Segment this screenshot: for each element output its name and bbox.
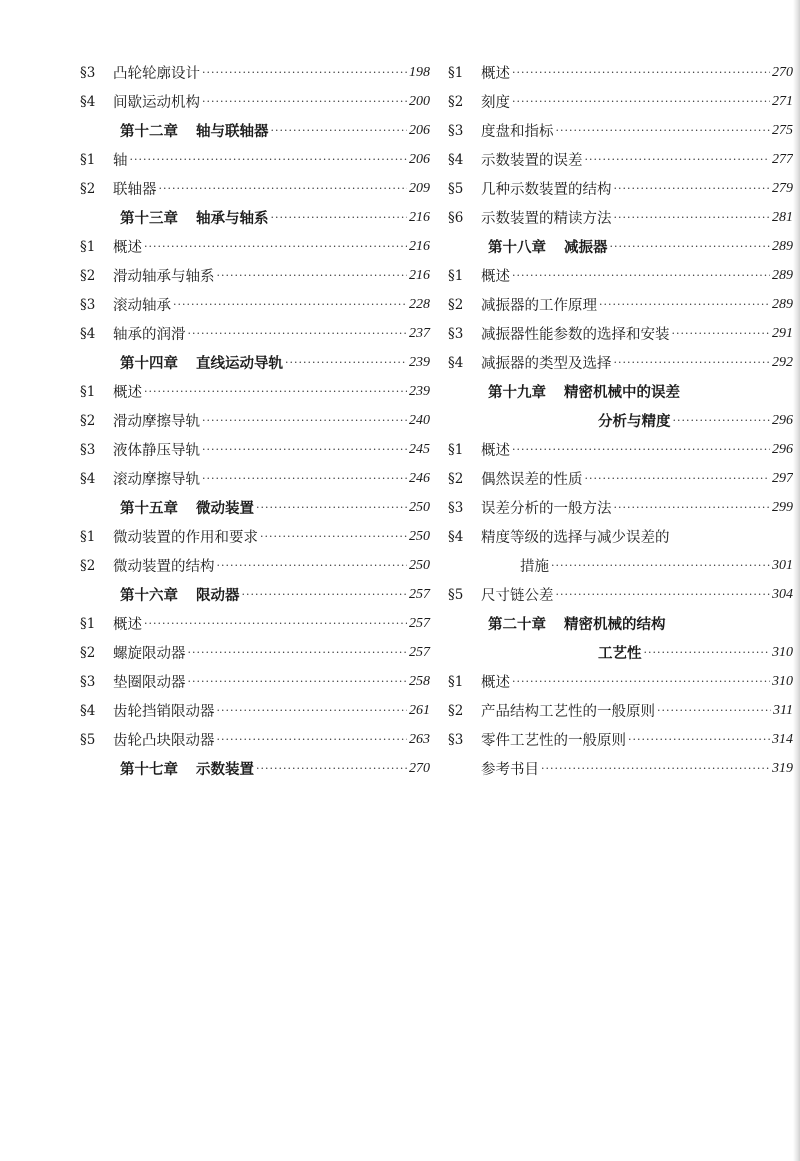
page-number: 258 (409, 673, 430, 689)
dot-leader (188, 675, 408, 688)
entry-title: 微动装置的结构 (113, 559, 215, 575)
section-number: §6 (448, 209, 464, 226)
toc-entry (80, 609, 430, 638)
chapter-number: 第十八章 (488, 239, 546, 256)
toc-entry (80, 725, 430, 754)
toc-chapter-continued (448, 638, 793, 667)
dot-leader (202, 66, 407, 79)
dot-leader (512, 269, 770, 282)
section-number: §2 (80, 267, 96, 284)
entry-title: 示数装置的精读方法 (481, 211, 612, 227)
dot-leader (256, 501, 407, 514)
toc-chapter-continued (448, 406, 793, 435)
dot-leader (585, 472, 771, 485)
dot-leader (512, 95, 770, 108)
section-number: §3 (80, 441, 96, 458)
page-number: 257 (409, 644, 430, 660)
chapter-heading (488, 381, 680, 402)
dot-leader (614, 356, 771, 369)
toc-entry (448, 464, 793, 493)
entry-title: 概述 (481, 66, 510, 82)
chapter-number: 第十五章 (120, 500, 178, 517)
toc-entry (80, 522, 430, 551)
chapter-number: 第十六章 (120, 587, 178, 604)
section-number: §4 (448, 528, 464, 545)
entry-title: 螺旋限动器 (113, 646, 186, 662)
section-number: §5 (448, 586, 464, 603)
entry-title: 零件工艺性的一般原则 (481, 733, 626, 749)
dot-leader (657, 704, 771, 717)
dot-leader (673, 414, 771, 427)
page-number: 311 (773, 702, 793, 718)
page-number: 209 (409, 180, 430, 196)
toc-entry (448, 203, 793, 232)
chapter-number: 第十四章 (120, 355, 178, 372)
page-number: 310 (772, 673, 793, 689)
section-number: §1 (80, 383, 96, 400)
page-number: 216 (409, 267, 430, 283)
page-number: 257 (409, 586, 430, 602)
page-number: 297 (772, 470, 793, 486)
toc-entry (80, 261, 430, 290)
toc-entry (448, 87, 793, 116)
dot-leader (188, 327, 408, 340)
section-number: §1 (448, 64, 464, 81)
section-number: §5 (448, 180, 464, 197)
page-edge-shadow (793, 0, 800, 1161)
entry-title: 误差分析的一般方法 (481, 501, 612, 517)
entry-title: 产品结构工艺性的一般原则 (481, 704, 655, 720)
toc-entry (448, 116, 793, 145)
section-number: §2 (448, 470, 464, 487)
entry-title: 齿轮挡销限动器 (113, 704, 215, 720)
page-number: 200 (409, 93, 430, 109)
toc-entry (448, 580, 793, 609)
entry-title: 刻度 (481, 95, 510, 111)
page-number: 289 (772, 267, 793, 283)
entry-title: 概述 (113, 617, 142, 633)
page-number: 245 (409, 441, 430, 457)
toc-entry (80, 232, 430, 261)
section-number: §3 (448, 731, 464, 748)
dot-leader (644, 646, 771, 659)
chapter-title: 精密机械的结构 (564, 616, 666, 633)
dot-leader (144, 240, 407, 253)
dot-leader (285, 356, 407, 369)
toc-entry (80, 145, 430, 174)
section-number: §3 (80, 296, 96, 313)
section-number: §1 (448, 441, 464, 458)
page-number: 216 (409, 238, 430, 254)
toc-entry (448, 348, 793, 377)
page-number: 206 (409, 122, 430, 138)
page-number: 263 (409, 731, 430, 747)
chapter-title: 限动器 (196, 587, 240, 604)
chapter-title-continued: 分析与精度 (598, 413, 671, 430)
chapter-title: 示数装置 (196, 761, 254, 778)
section-number: §2 (448, 93, 464, 110)
page-number: 289 (772, 296, 793, 312)
page-number: 271 (772, 93, 793, 109)
toc-chapter (448, 609, 793, 638)
chapter-heading (120, 120, 269, 141)
chapter-number: 第二十章 (488, 616, 546, 633)
entry-title: 偶然误差的性质 (481, 472, 583, 488)
toc-chapter (80, 203, 430, 232)
entry-title-continued: 措施 (520, 559, 549, 575)
page-number: 228 (409, 296, 430, 312)
section-number: §3 (448, 122, 464, 139)
toc-entry (448, 319, 793, 348)
section-number: §1 (448, 267, 464, 284)
section-number: §4 (80, 470, 96, 487)
entry-title: 微动装置的作用和要求 (113, 530, 258, 546)
entry-title: 减振器性能参数的选择和安装 (481, 327, 670, 343)
chapter-title: 直线运动导轨 (196, 355, 283, 372)
chapter-title: 减振器 (564, 239, 608, 256)
dot-leader (614, 182, 771, 195)
toc-entry (80, 696, 430, 725)
toc-entry (448, 174, 793, 203)
page-number: 270 (409, 760, 430, 776)
page-number: 281 (772, 209, 793, 225)
chapter-number: 第十三章 (120, 210, 178, 227)
section-number: §3 (448, 499, 464, 516)
entry-title: 概述 (113, 385, 142, 401)
toc-entry (80, 58, 430, 87)
page-number: 198 (409, 64, 430, 80)
toc-entry (448, 696, 793, 725)
page-number: 257 (409, 615, 430, 631)
chapter-heading (120, 758, 254, 779)
dot-leader (202, 443, 407, 456)
toc-entry (80, 290, 430, 319)
dot-leader (202, 472, 407, 485)
dot-leader (512, 66, 770, 79)
toc-entry (80, 319, 430, 348)
page-number: 277 (772, 151, 793, 167)
entry-title: 概述 (481, 269, 510, 285)
page-number: 301 (772, 557, 793, 573)
page-number: 246 (409, 470, 430, 486)
section-number: §1 (448, 673, 464, 690)
page-number: 299 (772, 499, 793, 515)
entry-title: 凸轮轮廓设计 (113, 66, 200, 82)
section-number: §3 (448, 325, 464, 342)
section-number: §4 (80, 702, 96, 719)
page-number: 270 (772, 64, 793, 80)
toc-chapter (80, 493, 430, 522)
toc-entry (80, 87, 430, 116)
page-number: 240 (409, 412, 430, 428)
entry-title: 尺寸链公差 (481, 588, 554, 604)
page-number: 250 (409, 499, 430, 515)
page-number: 296 (772, 412, 793, 428)
dot-leader (242, 588, 408, 601)
entry-title: 滑动轴承与轴系 (113, 269, 215, 285)
toc-entry (80, 174, 430, 203)
page-number: 310 (772, 644, 793, 660)
dot-leader (512, 675, 770, 688)
chapter-heading (488, 613, 666, 634)
page-number: 279 (772, 180, 793, 196)
toc-chapter (80, 348, 430, 377)
toc-entry (80, 638, 430, 667)
dot-leader (556, 588, 771, 601)
dot-leader (672, 327, 771, 340)
chapter-heading (120, 497, 254, 518)
chapter-title: 微动装置 (196, 500, 254, 517)
toc-entry (80, 464, 430, 493)
section-number: §1 (80, 615, 96, 632)
entry-title: 减振器的工作原理 (481, 298, 597, 314)
dot-leader (512, 443, 770, 456)
toc-chapter (448, 232, 793, 261)
section-number: §4 (80, 93, 96, 110)
toc-chapter (80, 580, 430, 609)
toc-entry (80, 435, 430, 464)
chapter-title-continued: 工艺性 (598, 645, 642, 662)
page-number: 216 (409, 209, 430, 225)
dot-leader (256, 762, 407, 775)
chapter-number: 第十七章 (120, 761, 178, 778)
entry-title: 间歇运动机构 (113, 95, 200, 111)
page-number: 289 (772, 238, 793, 254)
dot-leader (551, 559, 770, 572)
section-number: §2 (80, 557, 96, 574)
toc-entry (448, 667, 793, 696)
dot-leader (144, 385, 407, 398)
chapter-heading (120, 207, 269, 228)
dot-leader (271, 211, 408, 224)
dot-leader (541, 762, 770, 775)
entry-title: 参考书目 (481, 762, 539, 778)
dot-leader (585, 153, 771, 166)
section-number: §1 (80, 238, 96, 255)
section-number: §2 (80, 412, 96, 429)
page-number: 275 (772, 122, 793, 138)
toc-entry (80, 406, 430, 435)
toc-entry (448, 725, 793, 754)
entry-title: 垫圈限动器 (113, 675, 186, 691)
dot-leader (217, 269, 408, 282)
toc-chapter (80, 754, 430, 783)
toc-left-column (80, 58, 430, 783)
entry-title: 轴 (113, 153, 128, 169)
dot-leader (159, 182, 408, 195)
toc-entry (80, 377, 430, 406)
dot-leader (614, 211, 771, 224)
page-number: 291 (772, 325, 793, 341)
dot-leader (202, 414, 407, 427)
entry-title: 精度等级的选择与减少误差的 (481, 530, 670, 546)
section-number: §1 (80, 151, 96, 168)
dot-leader (173, 298, 407, 311)
dot-leader (614, 501, 771, 514)
dot-leader (202, 95, 407, 108)
entry-title: 液体静压导轨 (113, 443, 200, 459)
entry-title: 轴承的润滑 (113, 327, 186, 343)
section-number: §4 (448, 354, 464, 371)
section-number: §2 (80, 180, 96, 197)
chapter-title: 轴与联轴器 (196, 123, 269, 140)
chapter-heading (488, 236, 608, 257)
chapter-title: 精密机械中的误差 (564, 384, 680, 401)
page-number: 250 (409, 528, 430, 544)
entry-title: 联轴器 (113, 182, 157, 198)
entry-title: 滚动轴承 (113, 298, 171, 314)
toc-entry (448, 261, 793, 290)
dot-leader (144, 617, 407, 630)
chapter-heading (120, 584, 240, 605)
dot-leader (217, 559, 408, 572)
dot-leader (628, 733, 770, 746)
toc-entry-continued (448, 551, 793, 580)
entry-title: 几种示数装置的结构 (481, 182, 612, 198)
dot-leader (271, 124, 408, 137)
chapter-title: 轴承与轴系 (196, 210, 269, 227)
toc-entry (80, 667, 430, 696)
section-number: §1 (80, 528, 96, 545)
entry-title: 概述 (481, 443, 510, 459)
entry-title: 度盘和指标 (481, 124, 554, 140)
page-number: 261 (409, 702, 430, 718)
chapter-heading (120, 352, 283, 373)
toc-entry (448, 493, 793, 522)
dot-leader (556, 124, 771, 137)
entry-title: 减振器的类型及选择 (481, 356, 612, 372)
toc-entry (448, 435, 793, 464)
section-number: §3 (80, 64, 96, 81)
toc-references (448, 754, 793, 783)
page-number: 292 (772, 354, 793, 370)
toc-chapter (80, 116, 430, 145)
entry-title: 示数装置的误差 (481, 153, 583, 169)
toc-entry (448, 522, 793, 551)
dot-leader (610, 240, 771, 253)
entry-title: 概述 (113, 240, 142, 256)
entry-title: 滚动摩擦导轨 (113, 472, 200, 488)
toc-entry (448, 290, 793, 319)
page-number: 304 (772, 586, 793, 602)
entry-title: 概述 (481, 675, 510, 691)
dot-leader (260, 530, 407, 543)
section-number: §4 (80, 325, 96, 342)
page-number: 206 (409, 151, 430, 167)
toc-entry (80, 551, 430, 580)
toc-right-column (448, 58, 793, 783)
page-number: 250 (409, 557, 430, 573)
toc-entry (448, 58, 793, 87)
page-number: 319 (772, 760, 793, 776)
page-number: 239 (409, 354, 430, 370)
section-number: §3 (80, 673, 96, 690)
section-number: §2 (448, 296, 464, 313)
section-number: §2 (80, 644, 96, 661)
section-number: §2 (448, 702, 464, 719)
page-number: 296 (772, 441, 793, 457)
entry-title: 滑动摩擦导轨 (113, 414, 200, 430)
chapter-number: 第十九章 (488, 384, 546, 401)
toc-chapter (448, 377, 793, 406)
dot-leader (217, 704, 408, 717)
section-number: §4 (448, 151, 464, 168)
dot-leader (188, 646, 408, 659)
chapter-number: 第十二章 (120, 123, 178, 140)
dot-leader (130, 153, 408, 166)
page-number: 237 (409, 325, 430, 341)
toc-entry (448, 145, 793, 174)
dot-leader (217, 733, 408, 746)
section-number: §5 (80, 731, 96, 748)
page-number: 239 (409, 383, 430, 399)
entry-title: 齿轮凸块限动器 (113, 733, 215, 749)
dot-leader (599, 298, 770, 311)
page-number: 314 (772, 731, 793, 747)
